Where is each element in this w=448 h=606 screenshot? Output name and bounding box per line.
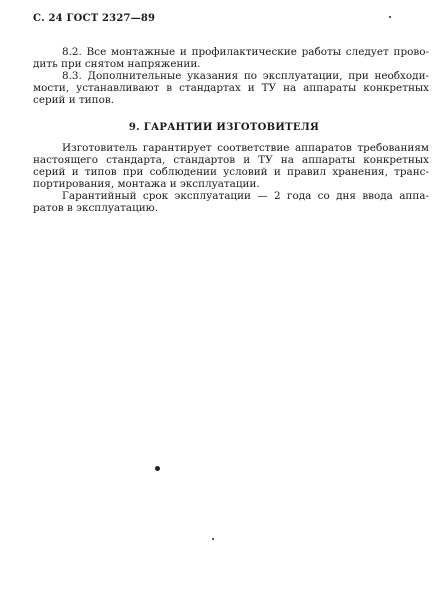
paragraph-9-1-line-3: серий и типов при соблюдении условий и правил хранения, транс-	[33, 166, 429, 178]
section-heading: 9. ГАРАНТИИ ИЗГОТОВИТЕЛЯ	[128, 122, 320, 133]
paragraph-8-2-line-1: 8.2. Все монтажные и профилактические работы следует прово-	[62, 46, 429, 58]
scan-speck	[212, 538, 214, 540]
scan-dot	[155, 466, 160, 471]
paragraph-8-3-line-1: 8.3. Дополнительные указания по эксплуатации, при необходи-	[62, 70, 429, 82]
paragraph-8-2-line-2: дить при снятом напряжении.	[33, 58, 201, 70]
paragraph-9-1-line-1: Изготовитель гарантирует соответствие аппаратов требованиям	[62, 142, 429, 154]
scan-speck	[389, 16, 391, 18]
paragraph-8-3-line-2: мости, устанавливают в стандартах и ТУ на аппараты конкретных	[33, 82, 429, 94]
paragraph-8-3-line-3: серий и типов.	[33, 94, 115, 106]
paragraph-9-1-line-4: портирования, монтажа и эксплуатации.	[33, 178, 260, 190]
paragraph-9-2-line-2: ратов в эксплуатацию.	[33, 202, 159, 214]
paragraph-9-2-line-1: Гарантийный срок эксплуатации — 2 года со дня ввода аппа-	[62, 190, 429, 202]
paragraph-9-1-line-2: настоящего стандарта, стандартов и ТУ на аппараты конкретных	[33, 154, 429, 166]
page-header: С. 24 ГОСТ 2327—89	[33, 13, 156, 24]
